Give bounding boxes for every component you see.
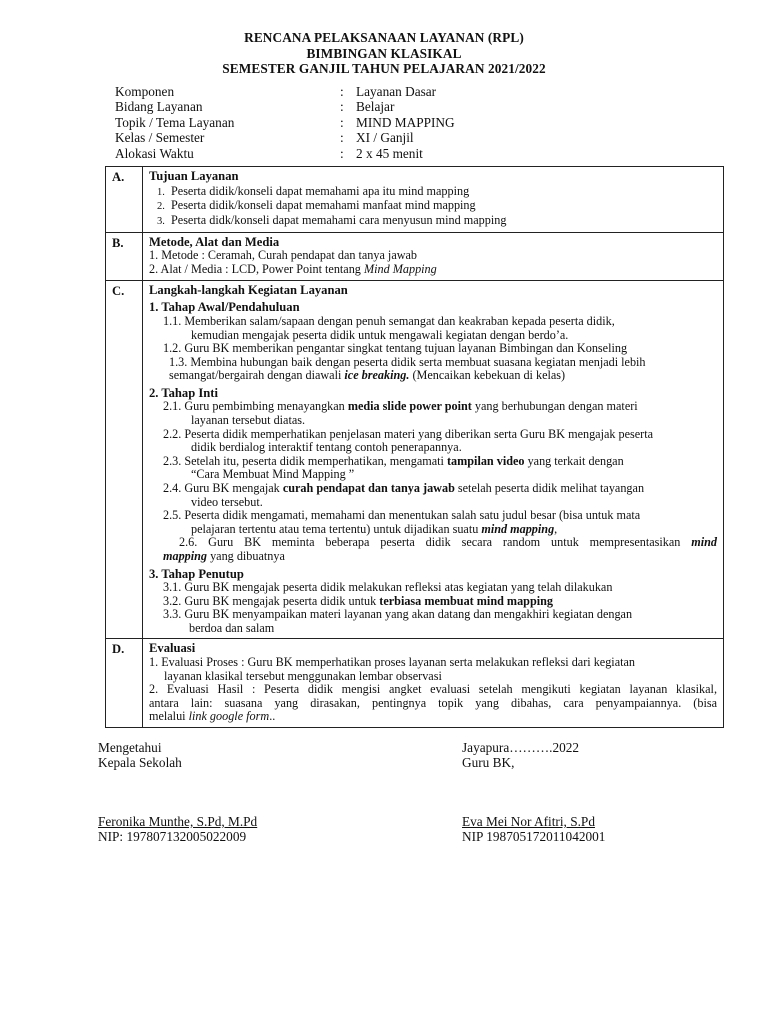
section-a-body: [143, 167, 724, 233]
evaluation-text: 1. Evaluasi Proses : Guru BK memperhatikan proses layanan serta melakukan refleksi dari kegiatan: [149, 654, 635, 669]
signature-name: Feronika Munthe, S.Pd, M.Pd: [98, 813, 258, 829]
signature-nip: NIP: 197807132005022009: [98, 829, 247, 845]
phase-title: 1. Tahap Awal/Pendahuluan: [149, 300, 300, 315]
step-text-cont: [169, 369, 717, 383]
section-title: Langkah-langkah Kegiatan Layanan: [149, 282, 348, 297]
step-emphasis: terbiasa membuat mind mapping: [379, 593, 553, 608]
section-letter: B.: [106, 232, 143, 280]
list-number: 1.: [157, 186, 165, 198]
header-semester: SEMESTER GANJIL TAHUN PELAJARAN 2021/2022: [222, 61, 546, 76]
step-line: [163, 550, 717, 564]
step-item: [149, 536, 717, 563]
meta-key: Alokasi Waktu: [115, 145, 194, 161]
meta-key: Bidang Layanan: [115, 99, 203, 115]
section-d-body: [143, 639, 724, 727]
document-header: [0, 30, 768, 77]
step-item: [149, 342, 717, 356]
step-text-cont: didik berdialog interaktif tentang contoh penerapannya.: [191, 440, 462, 455]
step-text: pelajaran tertentu atau tema tertentu) untuk dijadikan suatu: [191, 521, 482, 536]
step-text: yang terkait dengan: [524, 453, 624, 468]
list-item: [149, 214, 717, 229]
signature-nip: NIP 198705172011042001: [462, 829, 606, 845]
step-text: 2.3. Setelah itu, peserta didik memperhatikan, mengamati: [163, 453, 447, 468]
step-item: [149, 356, 717, 383]
header-title: RENCANA PELAKSANAAN LAYANAN (RPL): [244, 30, 524, 45]
section-c-row: [106, 280, 724, 638]
section-title: Metode, Alat dan Media: [149, 234, 280, 249]
meta-value: Belajar: [356, 99, 395, 115]
meta-colon: :: [340, 99, 344, 115]
step-text: semangat/bergairah dengan diawali: [169, 368, 345, 383]
section-letter: C.: [106, 280, 143, 638]
list-number: 2.: [157, 201, 165, 213]
evaluation-text: melalui: [149, 709, 189, 724]
section-b-body: [143, 232, 724, 280]
signature-name: Eva Mei Nor Afitri, S.Pd: [462, 813, 595, 829]
step-emphasis: mapping: [163, 548, 208, 563]
step-item: [149, 581, 717, 595]
step-emphasis: ice breaking.: [344, 368, 410, 383]
step-item: [149, 455, 717, 482]
step-text: 2.1. Guru pembimbing menayangkan: [163, 399, 348, 414]
step-item: [149, 608, 717, 635]
phase-title: 3. Tahap Penutup: [149, 566, 244, 581]
meta-value: MIND MAPPING: [356, 114, 455, 130]
meta-colon: :: [340, 84, 344, 99]
step-text: (Mencaikan kebekuan di kelas): [409, 368, 566, 383]
meta-value: XI / Ganjil: [356, 130, 414, 146]
signature-counselor: [462, 740, 605, 845]
step-text: 1.3. Membina hubungan baik dengan peserta didik serta membuat suasana kegiatan menjadi lebih: [169, 354, 646, 369]
evaluation-text: ..: [269, 709, 276, 724]
media-line: [149, 263, 717, 277]
meta-row-alokasi: [115, 146, 455, 161]
step-line: [179, 536, 717, 550]
section-b-row: [106, 232, 724, 280]
evaluation-item: [149, 683, 717, 724]
step-text-cont: [163, 523, 717, 537]
section-letter: D.: [106, 639, 143, 727]
step-text: 3.1. Guru BK mengajak peserta didik melakukan refleksi atas kegiatan yang telah dilakukan: [163, 580, 613, 595]
section-a-row: [106, 167, 724, 233]
meta-row-komponen: [115, 84, 455, 99]
signature-role: Kepala Sekolah: [98, 755, 182, 771]
plan-table: [105, 166, 724, 728]
meta-key: Komponen: [115, 84, 175, 99]
step-item: [149, 595, 717, 609]
list-item: [149, 199, 717, 214]
list-text: Peserta didik/konseli dapat memahami manfaat mind mapping: [171, 198, 476, 213]
meta-row-bidang: [115, 99, 455, 114]
signature-label: Mengetahui: [98, 740, 162, 755]
signature-role: Guru BK,: [462, 755, 515, 771]
step-item: [149, 315, 717, 342]
meta-value: Layanan Dasar: [356, 84, 437, 99]
step-emphasis: tampilan video: [446, 453, 525, 468]
section-letter: A.: [106, 167, 143, 233]
signature-place-date: Jayapura……….2022: [462, 740, 580, 755]
step-text: 1.2. Guru BK memberikan pengantar singkat tentang tujuan layanan Bimbingan dan Konseling: [163, 341, 628, 356]
step-text: yang dibuatnya: [207, 548, 285, 563]
meta-key: Kelas / Semester: [115, 130, 205, 146]
step-emphasis: curah pendapat dan tanya jawab: [282, 481, 455, 496]
header-subtitle: BIMBINGAN KLASIKAL: [306, 45, 462, 61]
list-number: 3.: [157, 216, 165, 228]
media-topic: Mind Mapping: [363, 262, 437, 277]
method-line: 1. Metode : Ceramah, Curah pendapat dan tanya jawab: [149, 248, 418, 263]
evaluation-text-cont: layanan klasikal tersebut menggunakan lembar observasi: [164, 668, 442, 683]
section-c-body: [143, 280, 724, 638]
meta-colon: :: [340, 114, 344, 130]
step-text-cont: “Cara Membuat Mind Mapping ”: [191, 467, 355, 482]
step-item: [149, 400, 717, 427]
signature-principal: [98, 740, 257, 845]
step-emphasis: media slide power point: [347, 399, 472, 414]
meta-colon: :: [340, 145, 344, 161]
evaluation-item: [149, 656, 717, 683]
step-emphasis: mind mapping: [481, 521, 555, 536]
list-text: Peserta didk/konseli dapat memahami cara menyusun mind mapping: [171, 213, 507, 228]
step-text: 2.5. Peserta didik mengamati, memahami dan menentukan salah satu judul besar (bisa untuk mata: [163, 508, 641, 523]
meta-info: [115, 84, 455, 161]
step-text-cont: video tersebut.: [191, 494, 263, 509]
meta-key: Topik / Tema Layanan: [115, 114, 235, 130]
step-text: 1.1. Memberikan salam/sapaan dengan penuh semangat dan keakraban kepada peserta didik,: [163, 313, 615, 328]
evaluation-link-text: link google form: [188, 709, 270, 724]
list-text: Peserta didik/konseli dapat memahami apa itu mind mapping: [171, 183, 470, 198]
step-text: 3.2. Guru BK mengajak peserta didik untuk: [163, 593, 380, 608]
evaluation-line: [149, 710, 717, 724]
evaluation-line: 2. Evaluasi Hasil : Peserta didik mengisi angket evaluasi setelah mengikuti kegiatan layanan klasikal,: [149, 682, 717, 697]
step-text-cont: kemudian mengajak peserta didik untuk mengawali kegiatan dengan berdo’a.: [191, 327, 569, 342]
step-text: ,: [554, 521, 558, 536]
section-title: Evaluasi: [149, 641, 196, 656]
step-text: 3.3. Guru BK menyampaikan materi layanan yang akan datang dan mengakhiri kegiatan dengan: [163, 607, 633, 622]
step-text: 2.6. Guru BK meminta beberapa peserta didik secara random untuk mempresentasikan: [179, 535, 692, 550]
step-text: 2.2. Peserta didik memperhatikan penjelasan materi yang diberikan serta Guru BK mengajak peserta: [163, 426, 654, 441]
section-d-row: [106, 639, 724, 727]
objective-list: [149, 185, 717, 229]
step-item: [149, 428, 717, 455]
section-title: Tujuan Layanan: [149, 169, 239, 183]
step-text: yang berhubungan dengan materi: [471, 399, 638, 414]
evaluation-line: antara lain: suasana yang dirasakan, pentingnya topik yang dibahas, cara penyampaiannya. (bisa: [149, 695, 717, 710]
media-text: 2. Alat / Media : LCD, Power Point tentang: [149, 262, 364, 277]
step-item: [149, 509, 717, 536]
step-item: [149, 482, 717, 509]
phase-title: 2. Tahap Inti: [149, 385, 218, 400]
meta-value: 2 x 45 menit: [356, 145, 423, 161]
meta-colon: :: [340, 130, 344, 146]
step-text: 2.4. Guru BK mengajak: [163, 481, 283, 496]
meta-row-topik: [115, 115, 455, 130]
meta-row-kelas: [115, 130, 455, 145]
step-emphasis: mind: [691, 535, 717, 550]
list-item: [149, 185, 717, 200]
step-text-cont: berdoa dan salam: [189, 620, 275, 635]
step-text: setelah peserta didik melihat tayangan: [454, 481, 645, 496]
step-text-cont: layanan tersebut diatas.: [191, 413, 306, 428]
